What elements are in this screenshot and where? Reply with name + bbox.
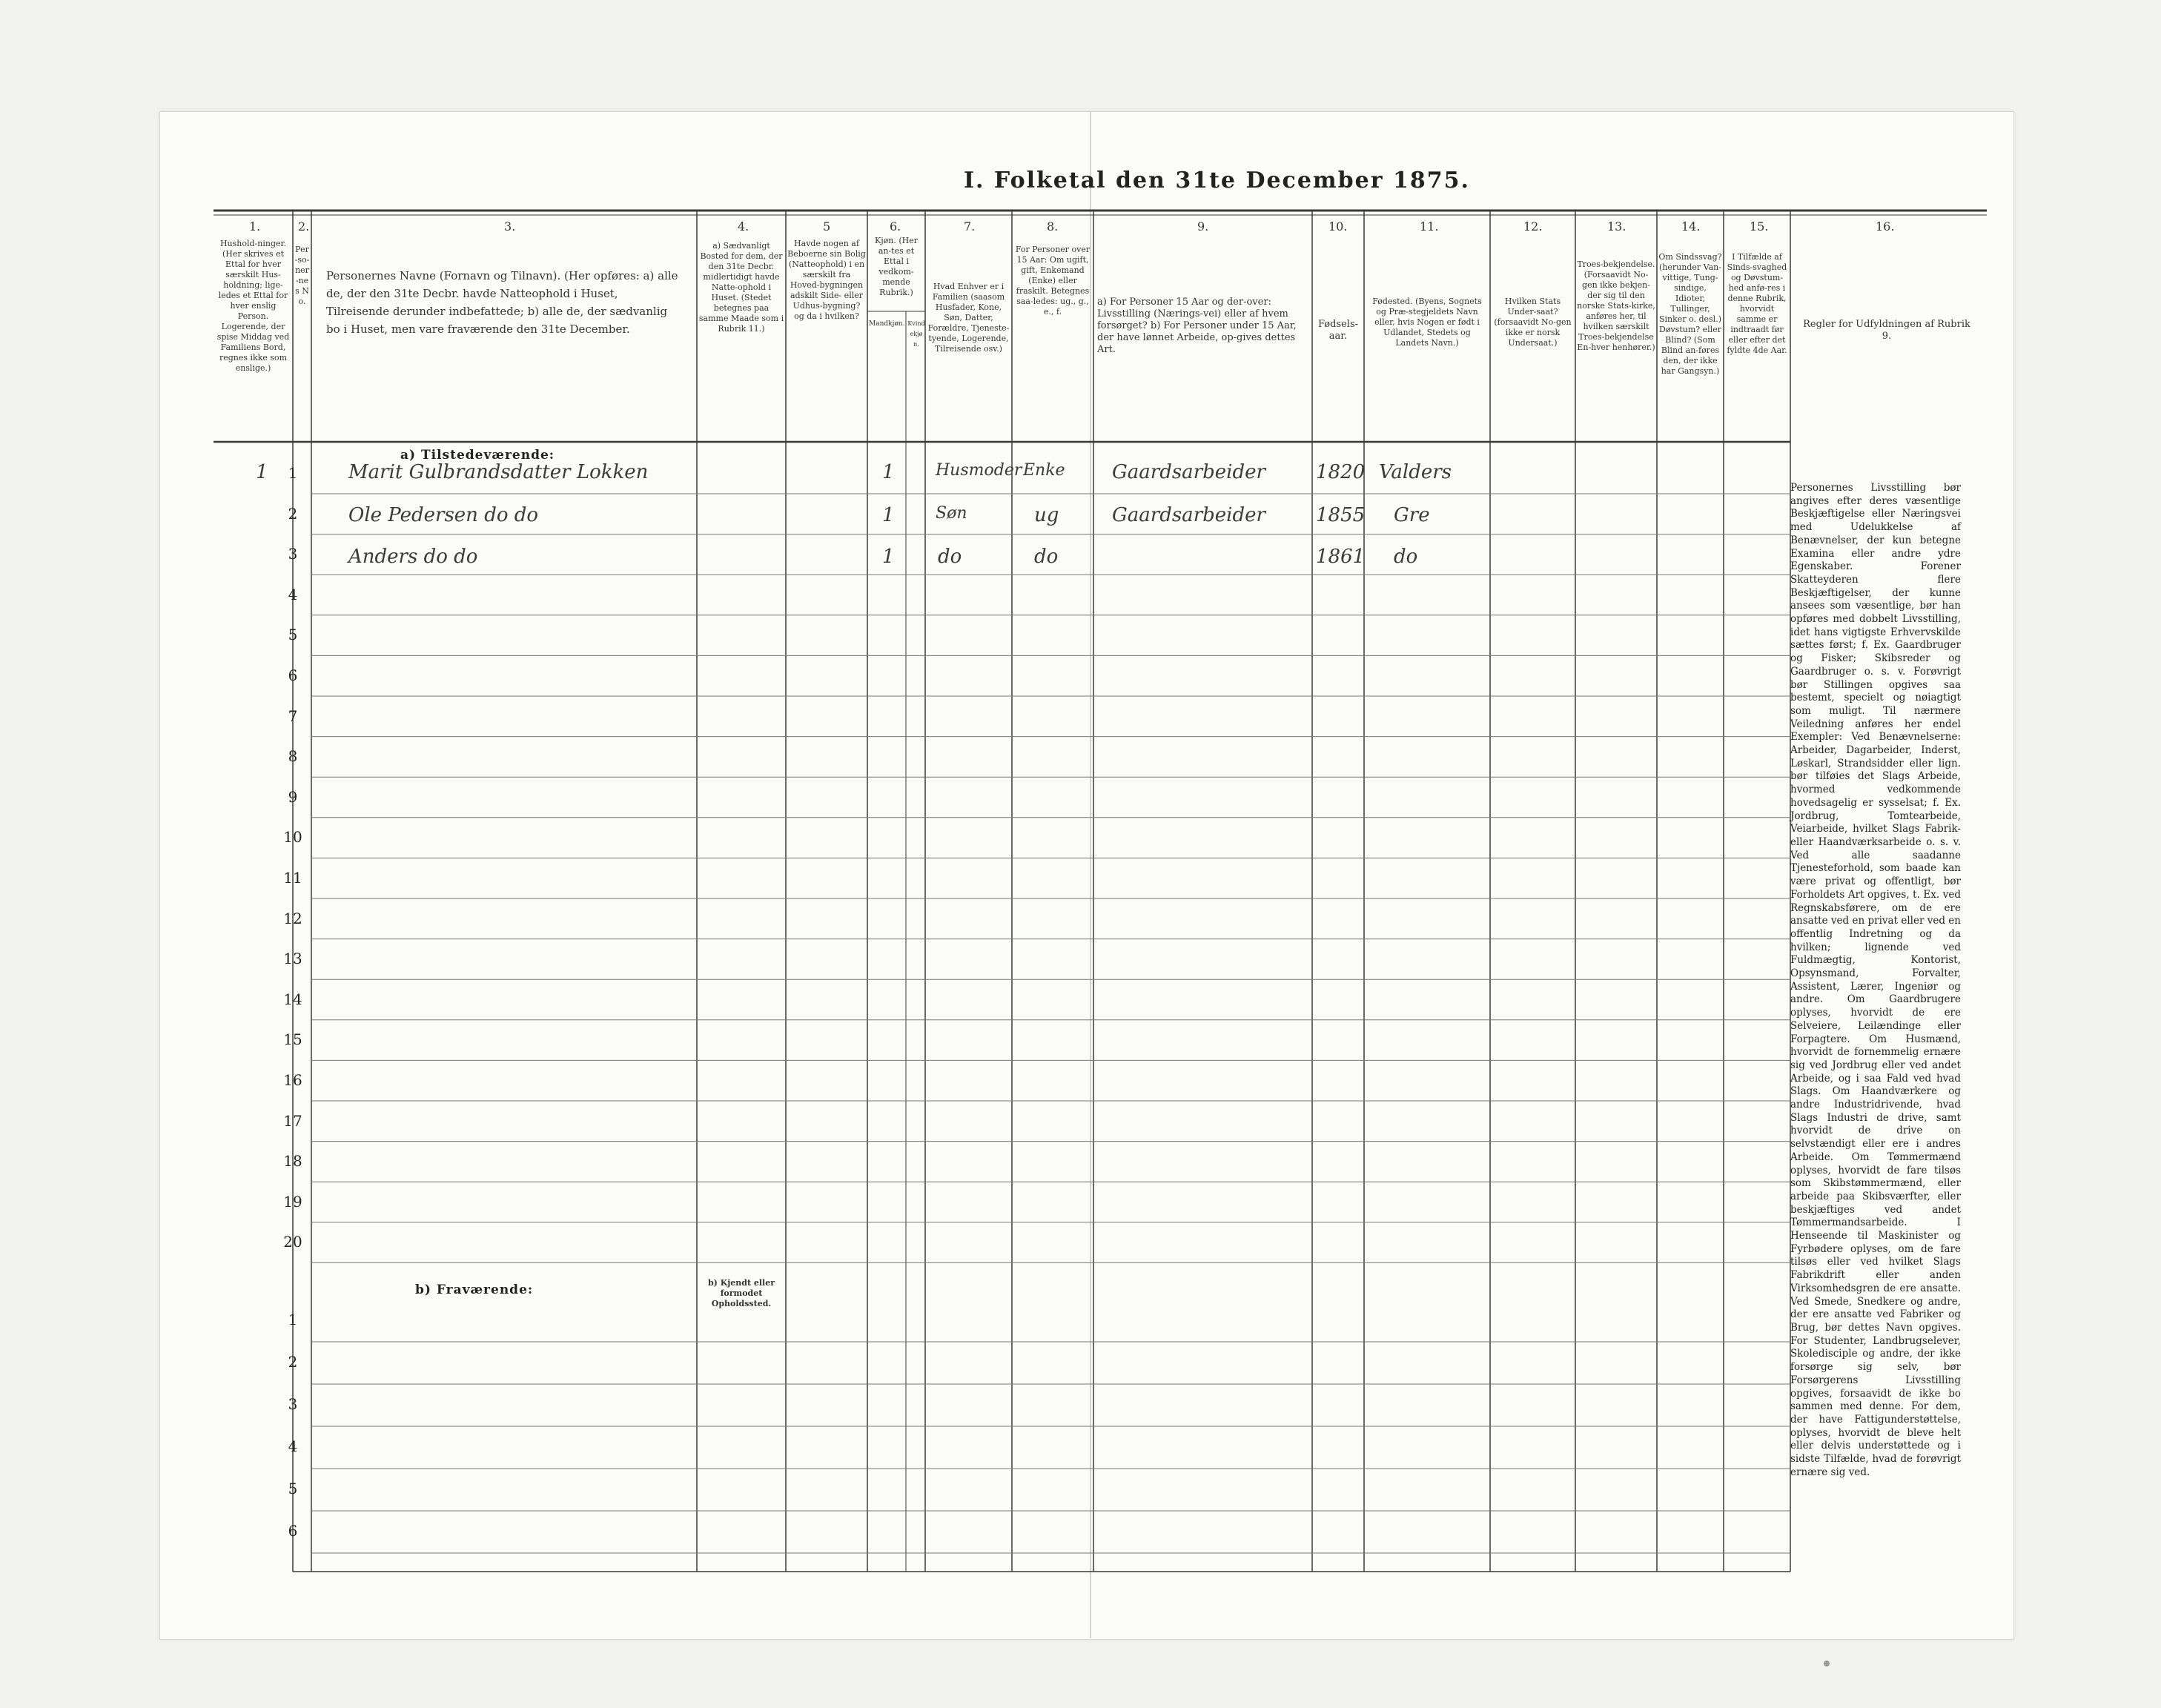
absent-location-note: b) Kjendt eller formodet Opholdssted. (707, 1278, 775, 1308)
header-male: Mandkjøn. (869, 320, 905, 328)
entry-name-3: Anders do do (348, 546, 478, 568)
present-row-number: 1 (288, 464, 298, 482)
col-number-11: 11. (1420, 219, 1439, 234)
entry-civil-2: ug (1034, 504, 1059, 526)
present-row-number: 17 (283, 1111, 302, 1130)
entry-year-3: 1861 (1316, 546, 1366, 568)
present-row-number: 8 (288, 747, 298, 766)
entry-civil-3: do (1034, 546, 1059, 568)
punch-hole (1824, 1661, 1830, 1666)
absent-row-number: 6 (288, 1522, 298, 1540)
col-number-13: 13. (1607, 219, 1626, 234)
entry-family-3: do (938, 546, 962, 568)
header-outbuilding: Havde nogen af Beboerne sin Bolig (Natteophold) i en særskilt fra Hoved-bygningen adskilt Side- eller Udhus-bygning? og da i hvilken? (787, 239, 866, 321)
entry-civil-1: Enke (1023, 461, 1065, 480)
col-number-3: 3. (504, 219, 516, 234)
header-birth-year: Fødsels-aar. (1317, 319, 1359, 342)
col-number-2: 2. (298, 219, 310, 234)
entry-name-2: Ole Pedersen do do (348, 504, 539, 526)
absent-row-number: 4 (288, 1437, 298, 1455)
col-number-15: 15. (1750, 219, 1769, 234)
entry-name-1: Marit Gulbrandsdatter Lokken (348, 461, 649, 483)
entry-birthplace-3: do (1394, 546, 1418, 568)
absent-row-number: 3 (288, 1395, 298, 1413)
entry-household-1: 1 (256, 461, 268, 483)
entry-occupation-2: Gaardsarbeider (1112, 504, 1265, 526)
entry-year-2: 1855 (1316, 504, 1366, 526)
entry-sex-3: 1 (882, 546, 895, 568)
header-person-no: Per-so-ner-nes No. (294, 245, 310, 306)
present-row-number: 3 (288, 545, 298, 563)
entry-birthplace-1: Valders (1379, 461, 1452, 483)
entry-year-1: 1820 (1316, 461, 1366, 483)
section-absent: b) Fraværende: (415, 1282, 534, 1297)
present-row-number: 2 (288, 504, 298, 523)
col-number-4: 4. (738, 219, 749, 234)
absent-row-number: 5 (288, 1480, 298, 1497)
entry-family-1: Husmoder (936, 461, 1022, 480)
col-number-6: 6. (890, 219, 901, 234)
present-row-number: 4 (288, 585, 298, 603)
header-family-role: Hvad Enhver er i Familien (saasom Husfader, Kone, Søn, Datter, Forældre, Tjeneste-tyende, Logerende, Tilreisende osv.) (927, 282, 1010, 354)
page-title: I. Folketal den 31te December 1875. (964, 168, 1470, 193)
col-number-5: 5 (823, 219, 831, 234)
header-sex: Kjøn. (Her an-tes et Ettal i vedkom-mende Rubrik.) (875, 236, 918, 297)
entry-birthplace-2: Gre (1394, 504, 1430, 526)
col-number-16: 16. (1876, 219, 1895, 234)
present-row-number: 19 (283, 1192, 302, 1211)
header-usual-residence: a) Sædvanligt Bosted for dem, der den 31te Decbr. midlertidigt havde Natte-ophold i Huset. (Stedet betegnes paa samme Maade som i Rubrik 11.) (698, 241, 784, 334)
present-row-number: 12 (283, 909, 302, 927)
section-present: a) Tilstedeværende: (400, 448, 555, 463)
col-number-10: 10. (1328, 219, 1348, 234)
header-religion: Troes-bekjendelse. (Forsaavidt No-gen ikke bekjen-der sig til den norske Stats-kirke, anføres her, til hvilken særskilt Troes-bekjendelse En-hver henhører.) (1577, 259, 1655, 352)
present-row-number: 18 (283, 1152, 302, 1171)
col-number-8: 8. (1047, 219, 1059, 234)
entry-family-2: Søn (936, 504, 967, 523)
col-number-9: 9. (1197, 219, 1209, 234)
entry-sex-1: 1 (882, 461, 895, 483)
col-number-7: 7. (964, 219, 976, 234)
header-nationality: Hvilken Stats Under-saat? (forsaavidt No-gen ikke er norsk Undersaat.) (1494, 297, 1572, 348)
col-number-1: 1. (249, 219, 261, 234)
header-disability: Om Sindssvag? (herunder Van-vittige, Tung-sindige, Idioter, Tullinger, Sinker o. desl.) Døvstum? eller Blind? (Som Blind an-føres den, der ikke har Gangsyn.) (1658, 252, 1722, 376)
entry-occupation-1: Gaardsarbeider (1112, 461, 1265, 483)
present-row-number: 15 (283, 1030, 302, 1049)
col-number-12: 12. (1523, 219, 1543, 234)
present-row-number: 9 (288, 787, 298, 806)
entry-sex-2: 1 (882, 504, 895, 526)
header-disability-onset: I Tilfælde af Sinds-svaghed og Døvstum-hed anfø-res i denne Rubrik, hvorvidt samme er indtraadt før eller efter det fyldte 4de Aar. (1727, 252, 1787, 355)
present-row-number: 16 (283, 1071, 302, 1089)
present-row-number: 6 (288, 666, 298, 684)
present-row-number: 7 (288, 706, 298, 725)
col-number-14: 14. (1681, 219, 1701, 234)
header-occupation: a) For Personer 15 Aar og der-over: Livsstilling (Nærings-vei) eller af hvem forsørget? b) For Personer under 15 Aar, der have lønnet Arbeide, op-gives dettes Art. (1097, 297, 1297, 355)
present-row-number: 14 (283, 990, 302, 1008)
present-row-number: 20 (283, 1233, 302, 1251)
header-rules: Regler for Udfyldningen af Rubrik 9. (1803, 319, 1970, 342)
rules-text: Personernes Livsstilling bør angives efter deres væsentlige Beskjæftigelse eller Næringsvei med Udelukkelse af Benævnelser, der kun betegne Examina eller andre ydre Egenskaber. Forener Skatteyderen flere Beskjæftigelser, der kunne ansees som væsentlige, bør han opføres med dobbelt Livsstilling, idet hans vigtigste Erhvervskilde sættes først; f. Ex. Gaardbruger og Fisker; Skibsreder og Gaardbruger o. s. v. Forøvrigt bør Stillingen opgives saa bestemt, specielt og nøiagtigt som muligt. Til nærmere Veiledning anføres her endel Exempler: Ved Benævnelserne: Arbeider, Dagarbeider, Inderst, Løskarl, Strandsidder eller lign. bør tilføies det Slags Arbeide, hvormed vedkommende hovedsagelig er sysselsat; f. Ex. Jordbrug, Tomtearbeide, Veiarbeide, hvilket Slags Fabrik- eller Haandværksarbeide o. s. v. Ved alle saadanne Tjenesteforhold, som baade kan være privat og offentligt, bør Forholdets Art opgives, t. Ex. ved Regnskabsførere, om de ere ansatte ved en privat eller ved en offentlig Indretning og da hvilken; lignende ved Fuldmægtig, Kontorist, Opsynsmand, Forvalter, Assistent, Lærer, Ingeniør og andre. Om Gaardbrugere oplyses, hvorvidt de ere Selveiere, Leilændinge eller Forpagtere. Om Husmænd, hvorvidt de fornemmelig ernære sig ved Jordbrug eller ved andet Arbeide, og i saa Fald ved hvad Slags. Om Haandværkere og andre Industridrivende, hvad Slags Industri de drive, samt hvorvidt de drive on selvstændigt eller ere i andres Arbeide. Om Tømmermænd oplyses, hvorvidt de fare tilsøs som Skibstømmermænd, eller arbeide paa Skibsværfter, eller beskjæftiges ved andet Tømmermandsarbeide. I Henseende til Maskinister og Fyrbødere oplyses, om de fare tilsøs eller ved hvilket Slags Fabrikdrift eller anden Virksomhedsgren de ere ansatte. Ved Smede, Snedkere og andre, der ere ansatte ved Fabriker og Brug, bør dettes Navn opgives. For Studenter, Landbrugselever, Skoledisciple og andre, der ikke forsørge sig selv, bør Forsørgerens Livsstilling opgives, forsaavidt de ikke bo sammen med denne. For dem, der have Fattigunderstøttelse, oplyses, hvorvidt de bleve helt eller delvis understøttede og i sidste Tilfælde, hvad de forøvrigt ernære sig ved. (1790, 482, 1961, 1478)
absent-row-number: 1 (288, 1311, 298, 1328)
absent-row-number: 2 (288, 1353, 298, 1371)
header-female: Kvindekjøn. (907, 320, 925, 348)
present-row-number: 11 (283, 869, 302, 887)
present-row-number: 10 (283, 828, 302, 847)
header-civil-status: For Personer over 15 Aar: Om ugift, gift, Enkemand (Enke) eller fraskilt. Betegnes saa-ledes: ug., g., e., f. (1015, 245, 1091, 317)
header-birthplace: Fødested. (Byens, Sognets og Præ-stegjeldets Navn eller, hvis Nogen er født i Udlandet, Stedets og Landets Navn.) (1372, 297, 1482, 348)
header-names: Personernes Navne (Fornavn og Tilnavn). (Her opføres: a) alle de, der den 31te Decbr. havde Natteophold i Huset, Tilreisende derunder indbefattede; b) alle de, der sædvanlig bo i Huset, men vare fraværende den 31te December. (326, 269, 678, 336)
present-row-number: 5 (288, 626, 298, 644)
header-households: Hushold-ninger. (Her skrives et Ettal for hver særskilt Hus-holdning; lige-ledes et Ettal for hver enslig Person. Logerende, der spise Middag ved Familiens Bord, regnes ikke som enslige.) (216, 239, 290, 373)
present-row-number: 13 (283, 950, 302, 968)
